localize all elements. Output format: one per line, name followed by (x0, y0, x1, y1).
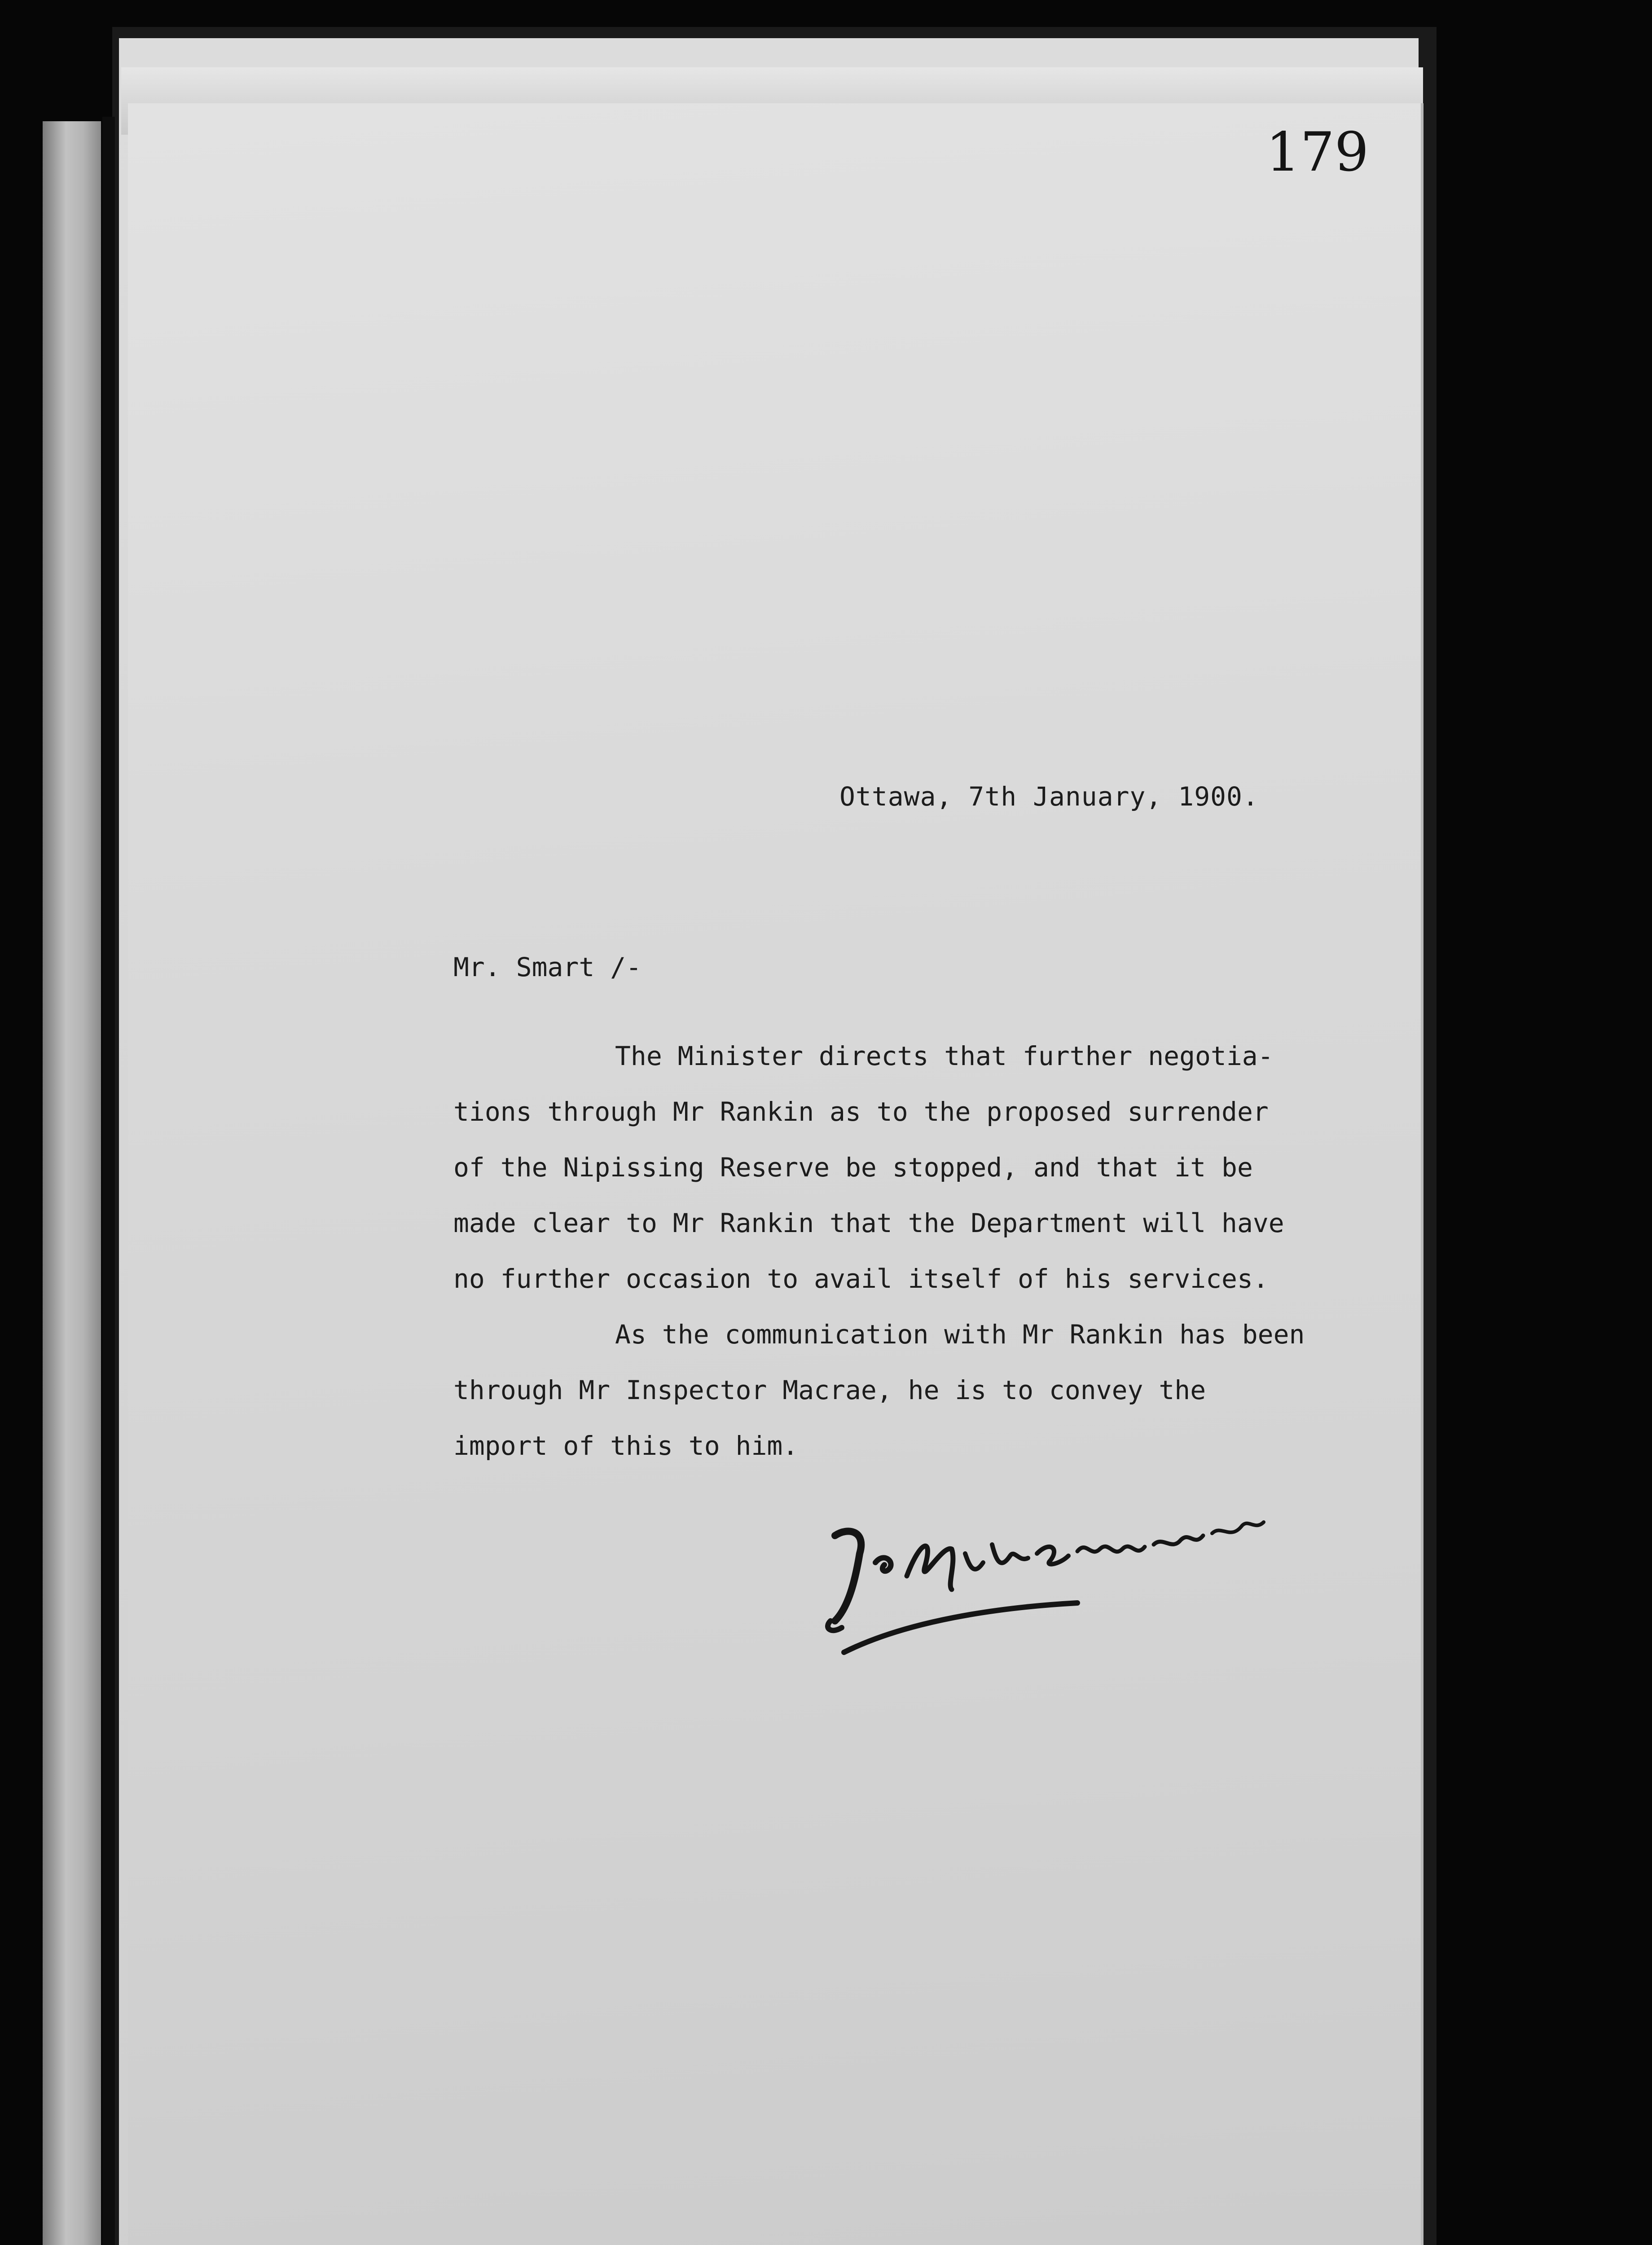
binding-strip (43, 121, 101, 2245)
body-line: The Minister directs that further negotia- (615, 1041, 1274, 1071)
date-line: Ottawa, 7th January, 1900. (839, 781, 1259, 812)
salutation: Mr. Smart /- (453, 952, 642, 982)
body-line: As the communication with Mr Rankin has been (615, 1319, 1305, 1350)
body-line: no further occasion to avail itself of his services. (453, 1263, 1269, 1294)
body-line: through Mr Inspector Macrae, he is to convey the (453, 1375, 1206, 1405)
binding-gap (102, 117, 115, 2245)
page-number: 179 (1266, 121, 1369, 184)
body-line: of the Nipissing Reserve be stopped, and that it be (453, 1152, 1253, 1183)
body-line: tions through Mr Rankin as to the proposed surrender (453, 1096, 1269, 1127)
handwritten-signature (817, 1473, 1311, 1679)
body-line: import of this to him. (453, 1431, 799, 1461)
letter-body (453, 1028, 1329, 1474)
body-line: made clear to Mr Rankin that the Department will have (453, 1208, 1284, 1238)
